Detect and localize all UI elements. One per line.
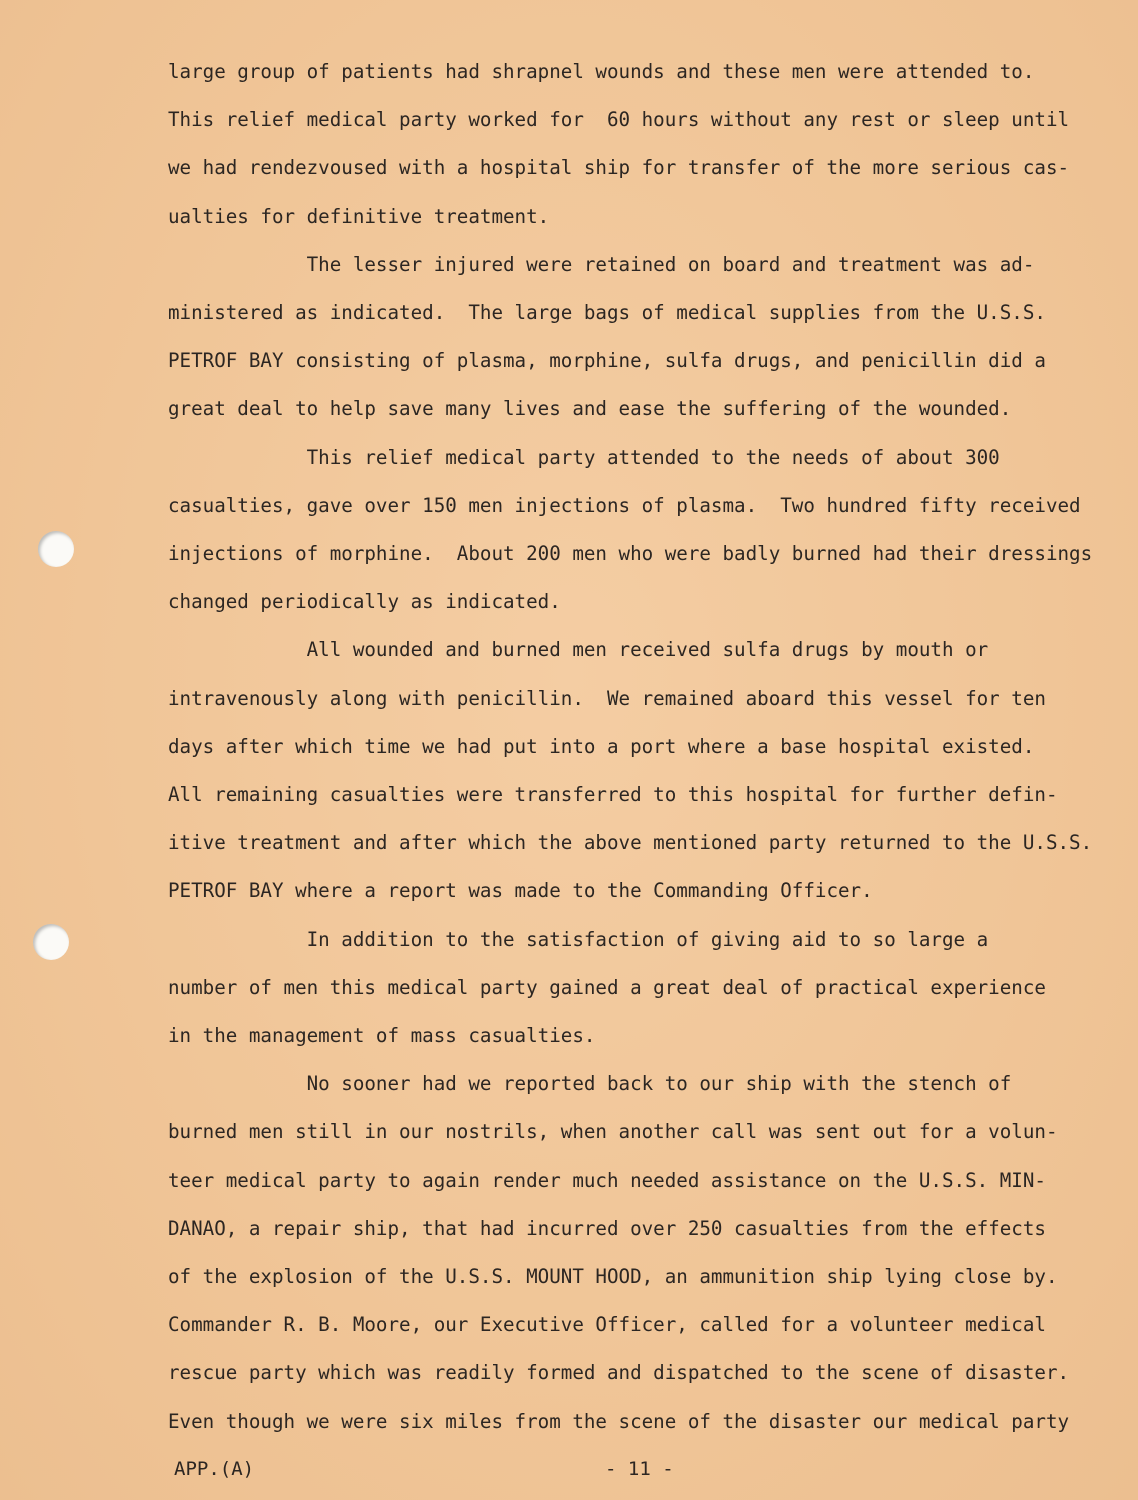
text-line: In addition to the satisfaction of giving aid to so large a [168,927,989,951]
text-line: DANAO, a repair ship, that had incurred over 250 casualties from the effects [168,1216,1046,1240]
text-line: PETROF BAY consisting of plasma, morphine, sulfa drugs, and penicillin did a [168,349,1046,373]
text-line: we had rendezvoused with a hospital ship for transfer of the more serious cas- [168,156,1070,180]
text-line: of the explosion of the U.S.S. MOUNT HOOD, an ammunition ship lying close by. [168,1265,1058,1288]
punch-hole-upper [38,531,74,567]
text-line: casualties, gave over 150 men injections of plasma. Two hundred fifty received [168,493,1081,517]
text-line: burned men still in our nostrils, when another call was sent out for a volun- [168,1120,1058,1144]
text-line: All remaining casualties were transferred to this hospital for further defin- [168,783,1058,806]
text-line: in the management of mass casualties. [168,1024,596,1047]
text-line: The lesser injured were retained on board and treatment was ad- [168,252,1035,276]
text-line: This relief medical party worked for 60 hours without any rest or sleep until [168,108,1070,132]
text-line: Even though we were six miles from the scene of the disaster our medical party [168,1409,1070,1433]
text-line: ministered as indicated. The large bags of medical supplies from the U.S.S. [168,301,1046,324]
text-line: This relief medical party attended to the needs of about 300 [168,445,1000,469]
text-line: No sooner had we reported back to our ship with the stench of [168,1072,1012,1096]
page-number: - 11 - [605,1458,674,1480]
text-line: days after which time we had put into a port where a base hospital existed. [168,734,1035,758]
text-line: rescue party which was readily formed and dispatched to the scene of disaster. [168,1361,1070,1385]
text-line: teer medical party to again render much needed assistance on the U.S.S. MIN- [168,1168,1046,1192]
appendix-label: APP.(A) [174,1458,255,1480]
text-line: Commander R. B. Moore, our Executive Officer, called for a volunteer medical [168,1313,1046,1337]
text-line: number of men this medical party gained a great deal of practical experience [168,975,1046,999]
text-line: ualties for definitive treatment. [168,204,550,228]
punch-hole-lower [33,924,69,960]
text-line: itive treatment and after which the above mentioned party returned to the U.S.S. [168,831,1093,855]
text-line: PETROF BAY where a report was made to the Commanding Officer. [168,879,873,903]
text-line: changed periodically as indicated. [168,590,561,614]
text-line: injections of morphine. About 200 men who were badly burned had their dressings [168,542,1093,565]
text-line: great deal to help save many lives and ease the suffering of the wounded. [168,397,1012,421]
text-line: large group of patients had shrapnel wounds and these men were attended to. [168,60,1035,83]
text-line: All wounded and burned men received sulfa drugs by mouth or [168,638,989,662]
text-line: intravenously along with penicillin. We remained aboard this vessel for ten [168,686,1046,710]
